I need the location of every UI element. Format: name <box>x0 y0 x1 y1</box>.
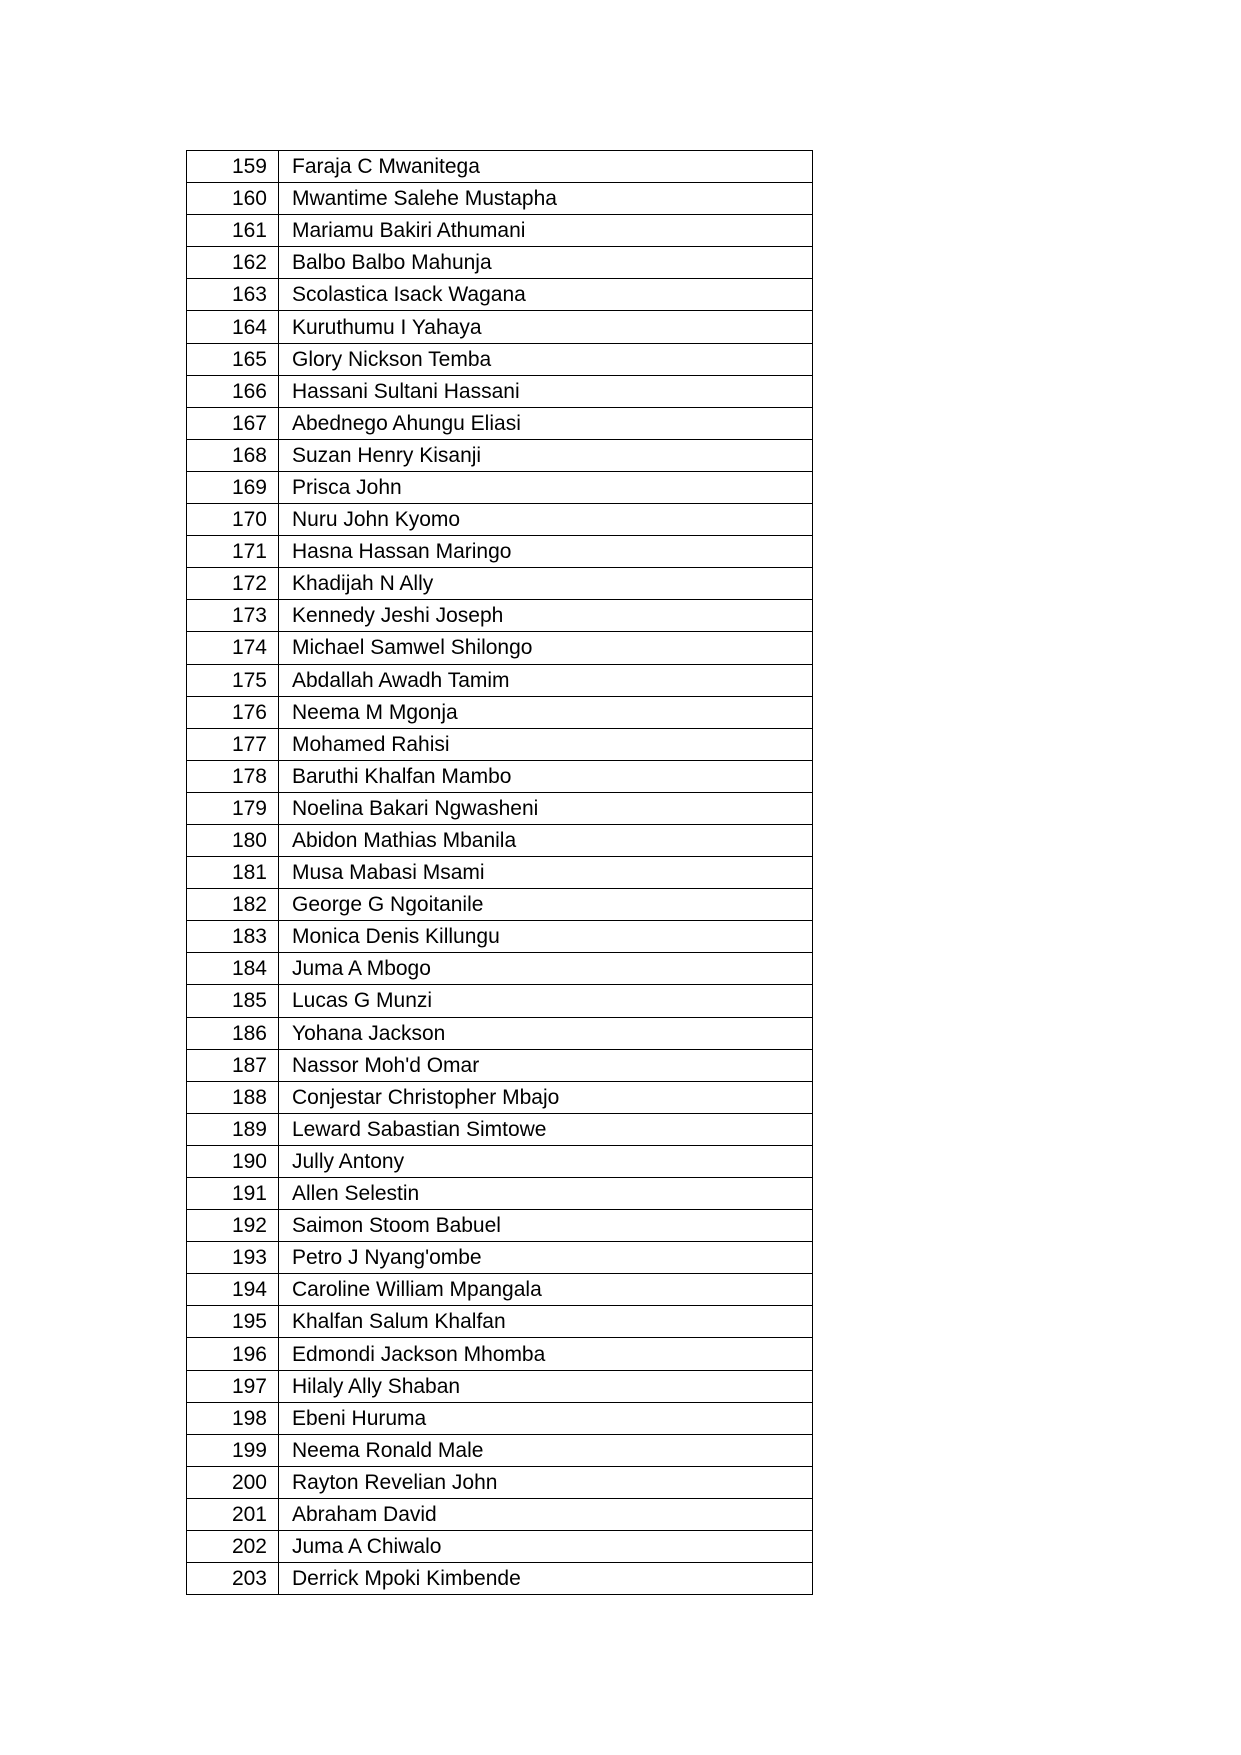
row-number-cell: 162 <box>187 247 279 279</box>
row-number-cell: 170 <box>187 504 279 536</box>
row-name-cell: Abidon Mathias Mbanila <box>279 824 813 856</box>
table-row <box>187 1338 813 1370</box>
table-row <box>187 439 813 471</box>
row-number-cell: 163 <box>187 279 279 311</box>
table-row <box>187 1113 813 1145</box>
row-name-cell: Hasna Hassan Maringo <box>279 536 813 568</box>
table-row <box>187 311 813 343</box>
row-name-cell: Rayton Revelian John <box>279 1466 813 1498</box>
row-number-cell: 199 <box>187 1434 279 1466</box>
table-row <box>187 1178 813 1210</box>
table-row <box>187 1434 813 1466</box>
table-row <box>187 696 813 728</box>
row-number-cell: 161 <box>187 215 279 247</box>
row-number-cell: 171 <box>187 536 279 568</box>
row-name-cell: Derrick Mpoki Kimbende <box>279 1563 813 1595</box>
row-name-cell: Faraja C Mwanitega <box>279 151 813 183</box>
row-name-cell: George G Ngoitanile <box>279 889 813 921</box>
table-row <box>187 857 813 889</box>
row-name-cell: Neema Ronald Male <box>279 1434 813 1466</box>
row-name-cell: Baruthi Khalfan Mambo <box>279 760 813 792</box>
row-number-cell: 203 <box>187 1563 279 1595</box>
table-row <box>187 921 813 953</box>
row-name-cell: Juma A Chiwalo <box>279 1531 813 1563</box>
row-number-cell: 180 <box>187 824 279 856</box>
row-number-cell: 183 <box>187 921 279 953</box>
table-row <box>187 151 813 183</box>
row-name-cell: Hilaly Ally Shaban <box>279 1370 813 1402</box>
roster-table-body <box>187 151 813 1595</box>
table-row <box>187 953 813 985</box>
row-number-cell: 186 <box>187 1017 279 1049</box>
row-number-cell: 192 <box>187 1210 279 1242</box>
name-roster-table <box>186 150 813 1595</box>
row-name-cell: Khalfan Salum Khalfan <box>279 1306 813 1338</box>
row-name-cell: Musa Mabasi Msami <box>279 857 813 889</box>
row-name-cell: Conjestar Christopher Mbajo <box>279 1081 813 1113</box>
row-name-cell: Nassor Moh'd Omar <box>279 1049 813 1081</box>
table-row <box>187 1531 813 1563</box>
row-name-cell: Lucas G Munzi <box>279 985 813 1017</box>
row-number-cell: 191 <box>187 1178 279 1210</box>
row-name-cell: Kuruthumu I Yahaya <box>279 311 813 343</box>
row-number-cell: 168 <box>187 439 279 471</box>
row-name-cell: Juma A Mbogo <box>279 953 813 985</box>
row-name-cell: Petro J Nyang'ombe <box>279 1242 813 1274</box>
table-row <box>187 824 813 856</box>
row-number-cell: 182 <box>187 889 279 921</box>
table-row <box>187 1049 813 1081</box>
row-number-cell: 166 <box>187 375 279 407</box>
table-row <box>187 343 813 375</box>
table-row <box>187 760 813 792</box>
row-number-cell: 185 <box>187 985 279 1017</box>
table-row <box>187 985 813 1017</box>
table-row <box>187 1017 813 1049</box>
table-row <box>187 889 813 921</box>
row-name-cell: Balbo Balbo Mahunja <box>279 247 813 279</box>
table-row <box>187 1563 813 1595</box>
table-row <box>187 471 813 503</box>
row-number-cell: 175 <box>187 664 279 696</box>
row-number-cell: 172 <box>187 568 279 600</box>
row-name-cell: Abdallah Awadh Tamim <box>279 664 813 696</box>
table-row <box>187 1210 813 1242</box>
table-row <box>187 1306 813 1338</box>
table-row <box>187 1498 813 1530</box>
row-number-cell: 193 <box>187 1242 279 1274</box>
table-row <box>187 1242 813 1274</box>
row-number-cell: 184 <box>187 953 279 985</box>
row-number-cell: 188 <box>187 1081 279 1113</box>
row-number-cell: 164 <box>187 311 279 343</box>
row-number-cell: 195 <box>187 1306 279 1338</box>
row-name-cell: Ebeni Huruma <box>279 1402 813 1434</box>
row-name-cell: Mariamu Bakiri Athumani <box>279 215 813 247</box>
row-name-cell: Neema M Mgonja <box>279 696 813 728</box>
row-name-cell: Noelina Bakari Ngwasheni <box>279 792 813 824</box>
row-number-cell: 177 <box>187 728 279 760</box>
row-number-cell: 169 <box>187 471 279 503</box>
row-name-cell: Glory Nickson Temba <box>279 343 813 375</box>
row-name-cell: Khadijah N Ally <box>279 568 813 600</box>
table-row <box>187 728 813 760</box>
row-name-cell: Monica Denis Killungu <box>279 921 813 953</box>
row-number-cell: 176 <box>187 696 279 728</box>
row-name-cell: Jully Antony <box>279 1145 813 1177</box>
row-number-cell: 198 <box>187 1402 279 1434</box>
row-number-cell: 201 <box>187 1498 279 1530</box>
table-row <box>187 568 813 600</box>
table-row <box>187 504 813 536</box>
row-name-cell: Michael Samwel Shilongo <box>279 632 813 664</box>
row-number-cell: 194 <box>187 1274 279 1306</box>
table-row <box>187 407 813 439</box>
row-name-cell: Abraham David <box>279 1498 813 1530</box>
row-name-cell: Mwantime Salehe Mustapha <box>279 183 813 215</box>
row-name-cell: Suzan Henry Kisanji <box>279 439 813 471</box>
row-name-cell: Abednego Ahungu Eliasi <box>279 407 813 439</box>
row-number-cell: 165 <box>187 343 279 375</box>
table-row <box>187 375 813 407</box>
row-number-cell: 187 <box>187 1049 279 1081</box>
table-row <box>187 1402 813 1434</box>
row-name-cell: Kennedy Jeshi Joseph <box>279 600 813 632</box>
row-name-cell: Edmondi Jackson Mhomba <box>279 1338 813 1370</box>
row-number-cell: 160 <box>187 183 279 215</box>
row-number-cell: 196 <box>187 1338 279 1370</box>
row-name-cell: Nuru John Kyomo <box>279 504 813 536</box>
row-number-cell: 197 <box>187 1370 279 1402</box>
row-number-cell: 202 <box>187 1531 279 1563</box>
table-row <box>187 600 813 632</box>
row-number-cell: 190 <box>187 1145 279 1177</box>
table-row <box>187 632 813 664</box>
table-row <box>187 183 813 215</box>
row-number-cell: 173 <box>187 600 279 632</box>
table-row <box>187 1081 813 1113</box>
row-number-cell: 167 <box>187 407 279 439</box>
row-number-cell: 174 <box>187 632 279 664</box>
table-row <box>187 536 813 568</box>
row-number-cell: 181 <box>187 857 279 889</box>
table-row <box>187 247 813 279</box>
row-number-cell: 189 <box>187 1113 279 1145</box>
table-row <box>187 1466 813 1498</box>
table-row <box>187 664 813 696</box>
table-row <box>187 1274 813 1306</box>
row-number-cell: 159 <box>187 151 279 183</box>
row-name-cell: Hassani Sultani Hassani <box>279 375 813 407</box>
table-row <box>187 279 813 311</box>
row-number-cell: 200 <box>187 1466 279 1498</box>
row-name-cell: Scolastica Isack Wagana <box>279 279 813 311</box>
row-name-cell: Leward Sabastian Simtowe <box>279 1113 813 1145</box>
row-name-cell: Mohamed Rahisi <box>279 728 813 760</box>
table-row <box>187 792 813 824</box>
row-number-cell: 179 <box>187 792 279 824</box>
row-name-cell: Caroline William Mpangala <box>279 1274 813 1306</box>
row-name-cell: Prisca John <box>279 471 813 503</box>
table-row <box>187 1370 813 1402</box>
row-name-cell: Yohana Jackson <box>279 1017 813 1049</box>
row-number-cell: 178 <box>187 760 279 792</box>
table-row <box>187 1145 813 1177</box>
row-name-cell: Allen Selestin <box>279 1178 813 1210</box>
table-row <box>187 215 813 247</box>
row-name-cell: Saimon Stoom Babuel <box>279 1210 813 1242</box>
